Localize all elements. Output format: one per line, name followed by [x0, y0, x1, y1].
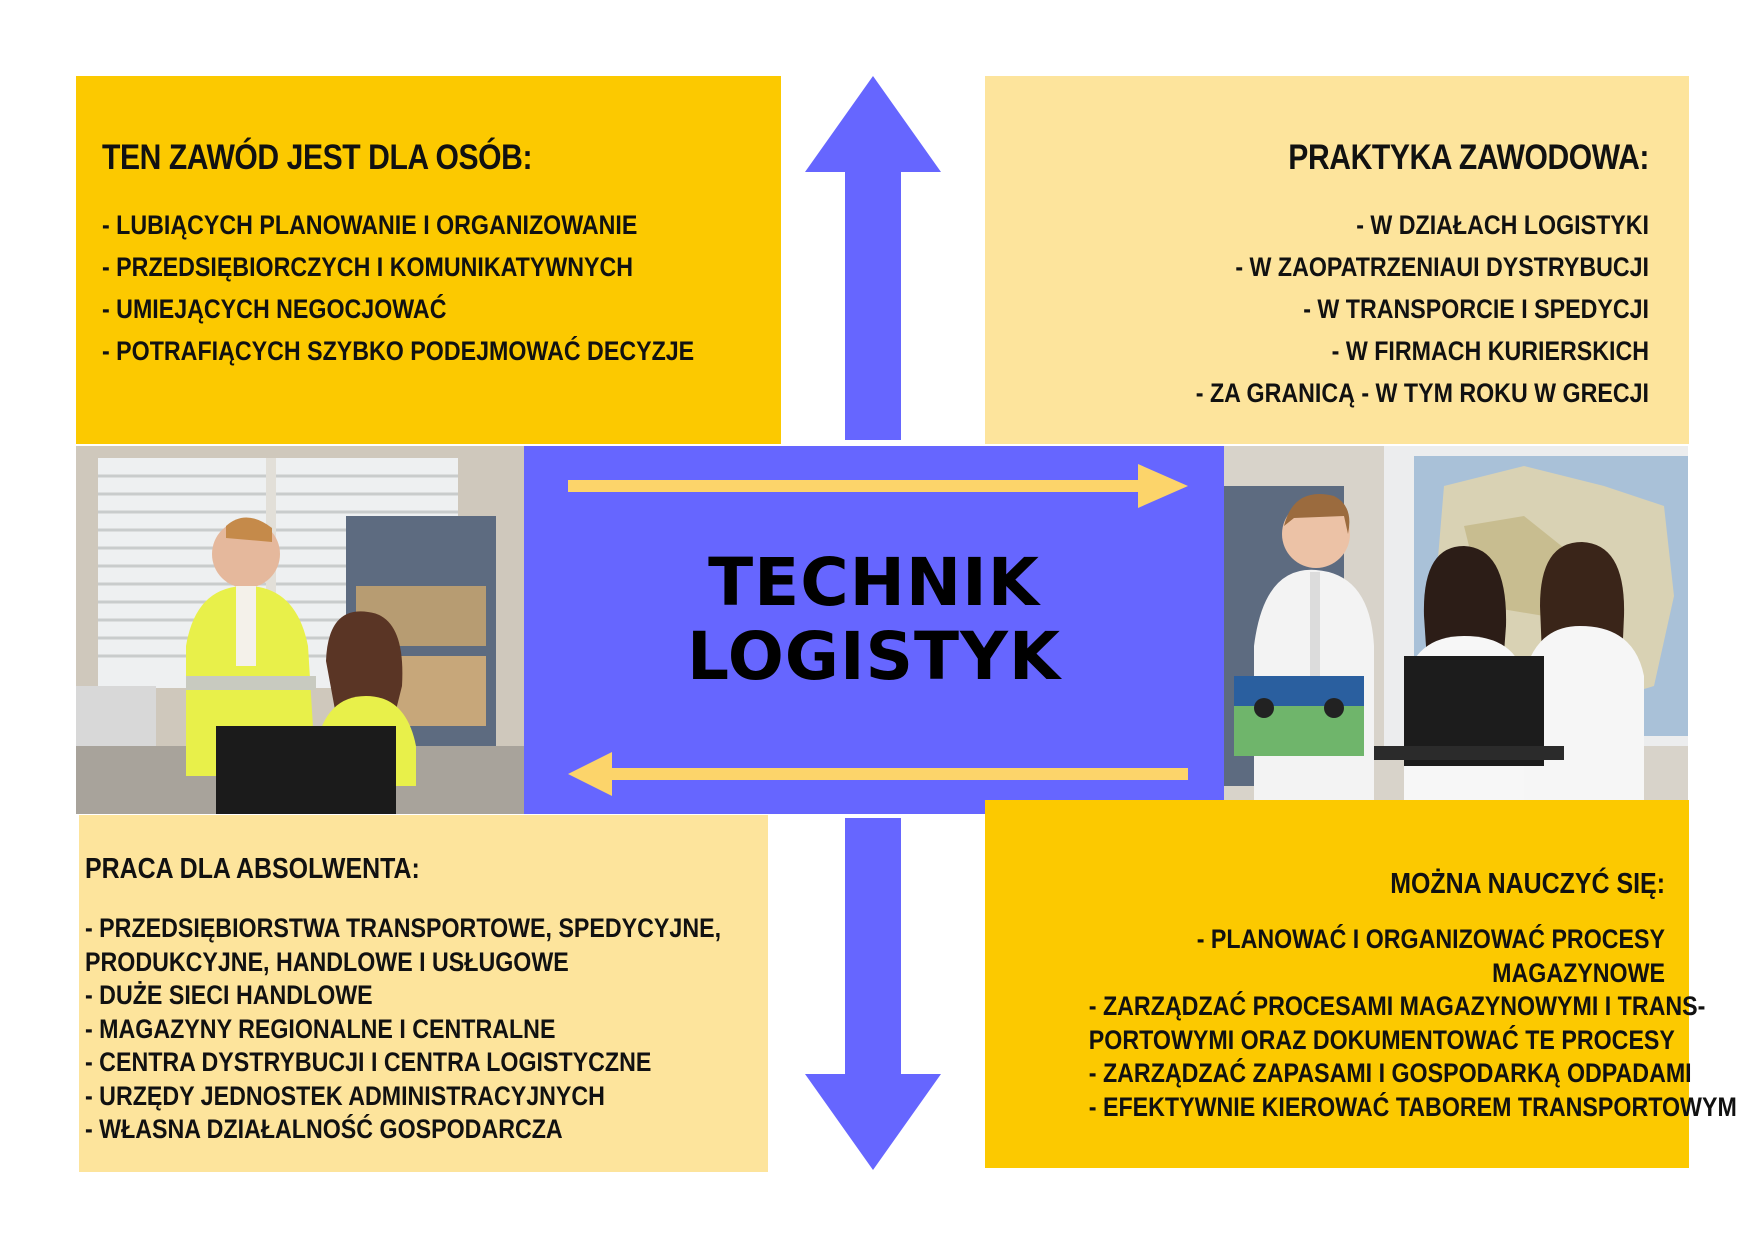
graduate-work-list — [85, 912, 760, 1147]
internship-panel — [985, 76, 1689, 444]
internship-heading: PRAKTYKA ZAWODOWA: — [1288, 138, 1649, 177]
list-item: PORTOWYMI ORAZ DOKUMENTOWAĆ TE PROCESY — [1088, 1024, 1675, 1055]
list-item: - W ZAOPATRZENIAUI DYSTRYBUCJI — [1235, 252, 1649, 282]
list-item: - UMIEJĄCYCH NEGOCJOWAĆ — [102, 294, 447, 324]
list-item: - LUBIĄCYCH PLANOWANIE I ORGANIZOWANIE — [102, 210, 638, 240]
audience-panel — [76, 76, 781, 444]
title-line-technik: TECHNIK — [708, 544, 1040, 621]
list-item: - W FIRMACH KURIERSKICH — [1331, 336, 1649, 366]
list-item: - PRZEDSIĘBIORCZYCH I KOMUNIKATYWNYCH — [102, 252, 634, 282]
left-arrow-icon — [568, 752, 1188, 796]
list-item: - ZARZĄDZAĆ ZAPASAMI I GOSPODARKĄ ODPADAMI — [1088, 1058, 1692, 1088]
students-with-truck-model-photo — [1224, 446, 1688, 814]
page-title — [524, 546, 1224, 694]
right-arrow-icon — [568, 464, 1188, 508]
list-item: - W DZIAŁACH LOGISTYKI — [1356, 210, 1649, 240]
graduate-work-heading: PRACA DLA ABSOLWENTA: — [85, 853, 420, 885]
list-item: - POTRAFIĄCYCH SZYBKO PODEJMOWAĆ DECYZJE — [102, 336, 695, 366]
list-item: - ZA GRANICĄ - W TYM ROKU W GRECJI — [1195, 378, 1649, 408]
list-item: - WŁASNA DZIAŁALNOŚĆ GOSPODARCZA — [85, 1114, 563, 1144]
students-in-safety-vests-photo — [76, 446, 524, 814]
graduate-work-panel — [79, 815, 768, 1172]
list-item: - W TRANSPORCIE I SPEDYCJI — [1303, 294, 1649, 324]
list-item: - CENTRA DYSTRYBUCJI I CENTRA LOGISTYCZNE — [85, 1047, 652, 1077]
list-item: MAGAZYNOWE — [1492, 957, 1665, 988]
list-item: - MAGAZYNY REGIONALNE I CENTRALNE — [85, 1013, 556, 1044]
list-item: - PRZEDSIĘBIORSTWA TRANSPORTOWE, SPEDYCYJNE, — [85, 913, 722, 943]
down-arrow-icon — [805, 818, 941, 1170]
audience-heading: TEN ZAWÓD JEST DLA OSÓB: — [102, 138, 533, 177]
list-item: - URZĘDY JEDNOSTEK ADMINISTRACYJNYCH — [85, 1080, 605, 1111]
audience-list — [102, 204, 755, 372]
list-item: - ZARZĄDZAĆ PROCESAMI MAGAZYNOWYMI I TRANS- — [1088, 991, 1706, 1021]
list-item: - DUŻE SIECI HANDLOWE — [85, 980, 373, 1010]
central-title-panel — [524, 446, 1224, 814]
list-item: PRODUKCYJNE, HANDLOWE I USŁUGOWE — [85, 946, 569, 977]
list-item: - EFEKTYWNIE KIEROWAĆ TABOREM TRANSPORTOWYM — [1088, 1091, 1737, 1122]
list-item: - PLANOWAĆ I ORGANIZOWAĆ PROCESY — [1196, 924, 1665, 954]
title-line-logistyk: LOGISTYK — [686, 618, 1062, 695]
skills-heading: MOŻNA NAUCZYĆ SIĘ: — [1390, 868, 1665, 900]
skills-panel — [985, 800, 1737, 1168]
skills-list — [995, 923, 1737, 1124]
up-arrow-icon — [805, 76, 941, 440]
internship-list — [1011, 204, 1649, 414]
